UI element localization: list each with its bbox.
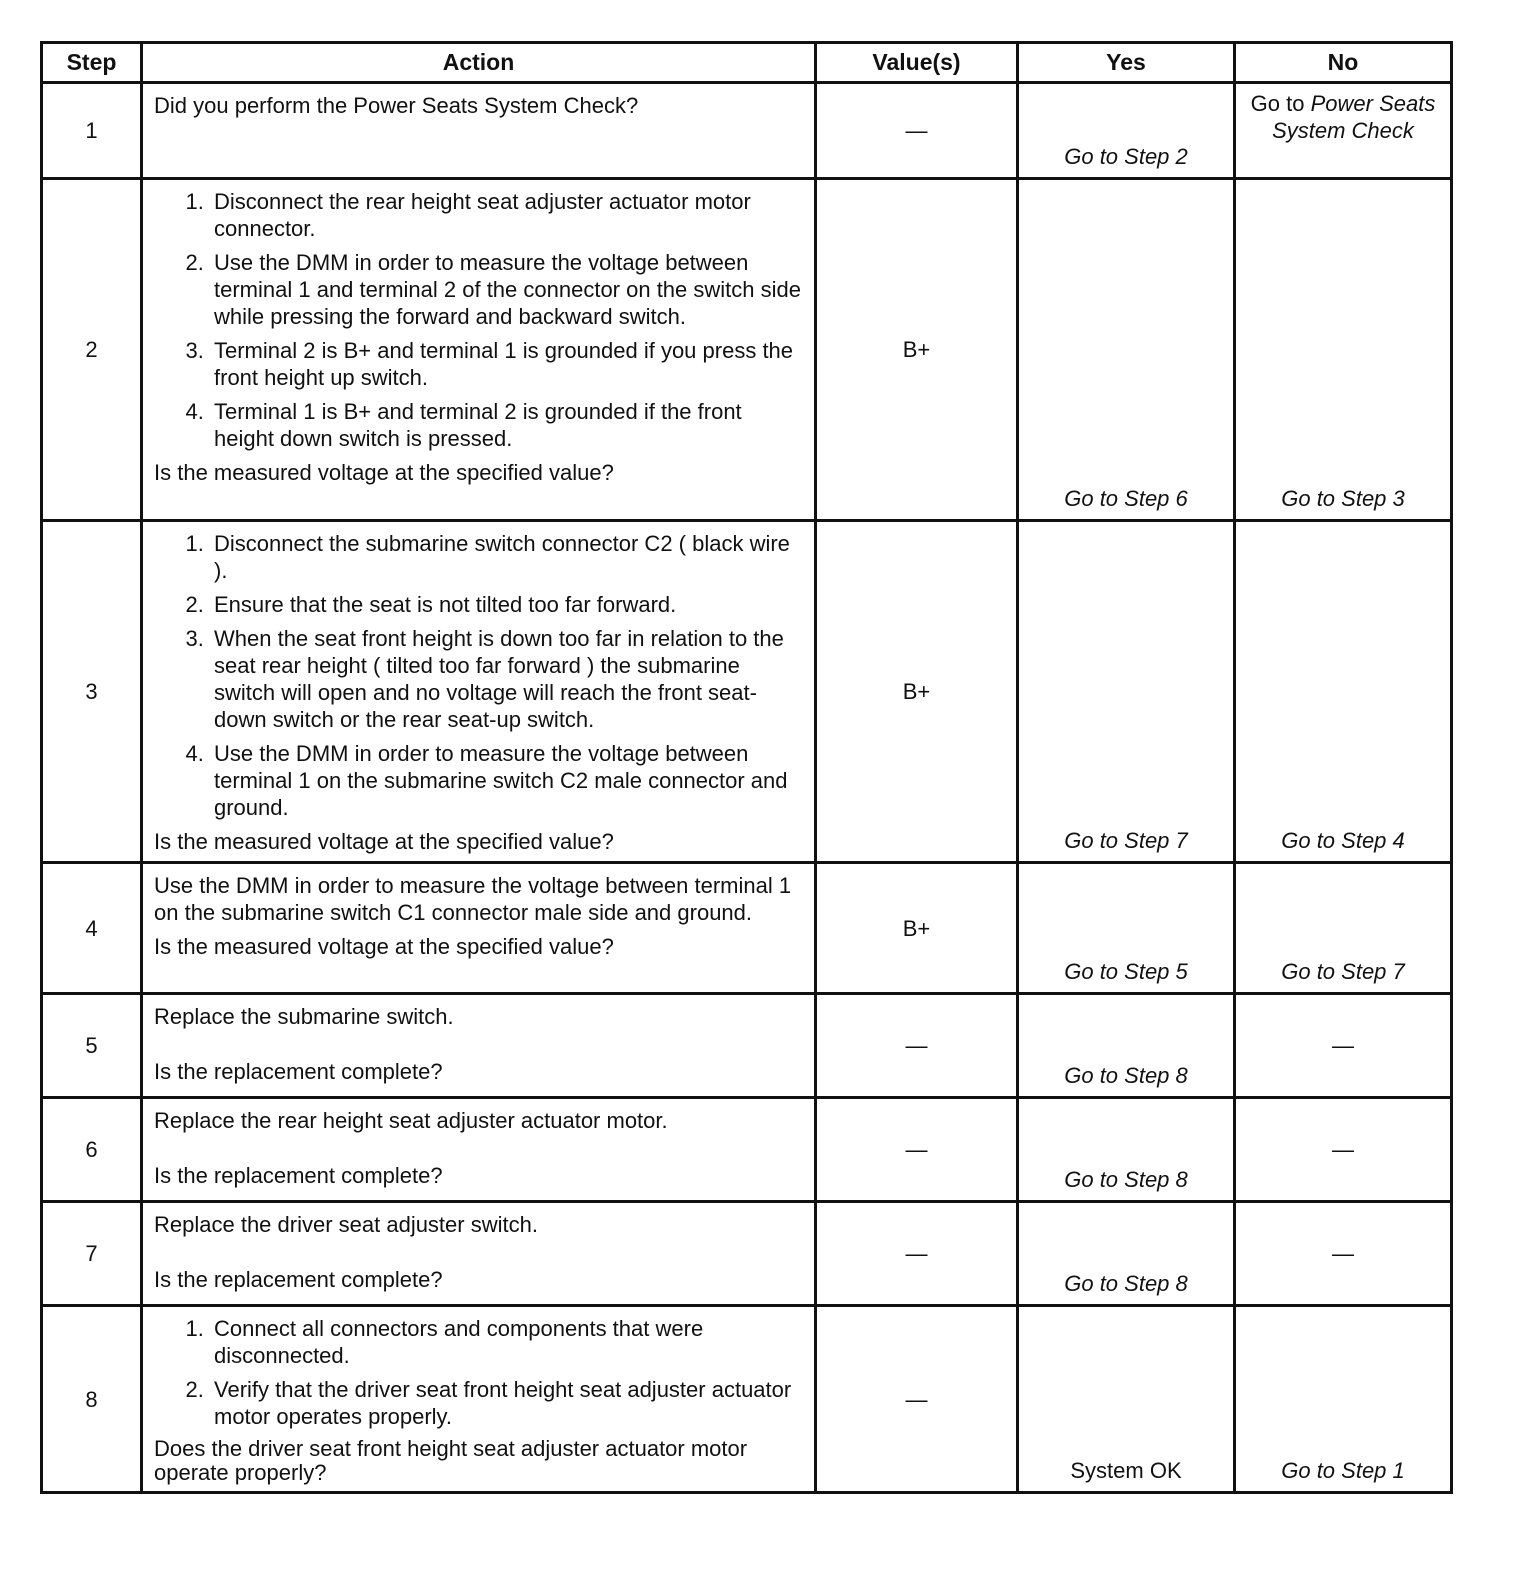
- step-number: 6: [42, 1098, 142, 1202]
- action-text: Replace the submarine switch.: [154, 1004, 454, 1029]
- action-question: Is the measured voltage at the specified value?: [154, 829, 614, 854]
- no-cell: Go to Step 1: [1235, 1306, 1452, 1493]
- action-cell: [142, 1306, 816, 1493]
- header-no: No: [1235, 43, 1452, 83]
- no-prefix: Go to: [1250, 91, 1311, 116]
- action-step: 3. Terminal 2 is B+ and terminal 1 is grounded if you press the front height up switch.: [210, 337, 804, 391]
- action-cell: [142, 1098, 816, 1202]
- step-number: 5: [42, 994, 142, 1098]
- header-row: [42, 43, 1452, 83]
- action-steps: [154, 1315, 804, 1430]
- table-row: [42, 521, 1452, 863]
- action-question: Is the measured voltage at the specified value?: [154, 934, 614, 959]
- table-row: [42, 1306, 1452, 1493]
- action-question: Is the measured voltage at the specified value?: [154, 460, 614, 485]
- step-number: 4: [42, 863, 142, 994]
- header-step: Step: [42, 43, 142, 83]
- yes-cell: Go to Step 8: [1018, 1098, 1235, 1202]
- action-text: Replace the driver seat adjuster switch.: [154, 1212, 538, 1237]
- action-question: Is the replacement complete?: [154, 1163, 443, 1188]
- value-cell: —: [816, 1202, 1018, 1306]
- header-values: Value(s): [816, 43, 1018, 83]
- value-cell: —: [816, 1098, 1018, 1202]
- table-row: [42, 994, 1452, 1098]
- action-step: 1. Disconnect the submarine switch connector C2 ( black wire ).: [210, 530, 804, 584]
- action-question: Does the driver seat front height seat adjuster actuator motor operate properly?: [154, 1436, 748, 1485]
- no-cell: Go to Step 4: [1235, 521, 1452, 863]
- header-action: Action: [142, 43, 816, 83]
- action-text: Did you perform the Power Seats System Check?: [154, 93, 639, 118]
- value-cell: —: [816, 1306, 1018, 1493]
- action-cell: [142, 994, 816, 1098]
- action-step: 3. When the seat front height is down too far in relation to the seat rear height ( tilted too far forward ) the submarine switch will open and no voltage will reach the front seat-down switch or the rear seat-up switch.: [210, 625, 804, 733]
- action-step: 1. Disconnect the rear height seat adjuster actuator motor connector.: [210, 188, 804, 242]
- action-step: 4. Use the DMM in order to measure the voltage between terminal 1 on the submarine switch C2 male connector and ground.: [210, 740, 804, 821]
- yes-cell: Go to Step 6: [1018, 179, 1235, 521]
- action-steps: [154, 530, 804, 821]
- no-link-text: Power Seats System Check: [1272, 91, 1436, 143]
- step-number: 3: [42, 521, 142, 863]
- action-cell: [142, 863, 816, 994]
- value-cell: B+: [816, 863, 1018, 994]
- action-step: 2. Use the DMM in order to measure the voltage between terminal 1 and terminal 2 of the connector on the switch side while pressing the forward and backward switch.: [210, 249, 804, 330]
- yes-cell: Go to Step 8: [1018, 994, 1235, 1098]
- value-cell: B+: [816, 179, 1018, 521]
- table-row: [42, 179, 1452, 521]
- table-row: [42, 83, 1452, 179]
- yes-cell: Go to Step 5: [1018, 863, 1235, 994]
- action-cell: [142, 521, 816, 863]
- value-cell: B+: [816, 521, 1018, 863]
- action-cell: [142, 83, 816, 179]
- no-cell: —: [1235, 994, 1452, 1098]
- value-cell: —: [816, 83, 1018, 179]
- no-cell: Go to Step 3: [1235, 179, 1452, 521]
- step-number: 8: [42, 1306, 142, 1493]
- table-row: [42, 1098, 1452, 1202]
- yes-cell: Go to Step 2: [1018, 83, 1235, 179]
- table-row: [42, 1202, 1452, 1306]
- no-cell: [1235, 83, 1452, 179]
- yes-cell: Go to Step 7: [1018, 521, 1235, 863]
- action-steps: [154, 188, 804, 452]
- action-question: Is the replacement complete?: [154, 1267, 443, 1292]
- action-step: 2. Ensure that the seat is not tilted too far forward.: [210, 591, 804, 618]
- no-cell: Go to Step 7: [1235, 863, 1452, 994]
- step-number: 7: [42, 1202, 142, 1306]
- no-cell: —: [1235, 1202, 1452, 1306]
- action-step: 1. Connect all connectors and components that were disconnected.: [210, 1315, 804, 1369]
- step-number: 1: [42, 83, 142, 179]
- step-number: 2: [42, 179, 142, 521]
- action-text: Replace the rear height seat adjuster actuator motor.: [154, 1108, 668, 1133]
- yes-cell: System OK: [1018, 1306, 1235, 1493]
- action-text: Use the DMM in order to measure the voltage between terminal 1 on the submarine switch C1 connector male side and ground.: [154, 873, 792, 925]
- table-row: [42, 863, 1452, 994]
- value-cell: —: [816, 994, 1018, 1098]
- action-step: 2. Verify that the driver seat front height seat adjuster actuator motor operates properly.: [210, 1376, 804, 1430]
- no-cell: —: [1235, 1098, 1452, 1202]
- action-step: 4. Terminal 1 is B+ and terminal 2 is grounded if the front height down switch is pressed.: [210, 398, 804, 452]
- header-yes: Yes: [1018, 43, 1235, 83]
- action-cell: [142, 179, 816, 521]
- action-question: Is the replacement complete?: [154, 1059, 443, 1084]
- action-cell: [142, 1202, 816, 1306]
- diagnostic-table: [40, 41, 1453, 1494]
- yes-cell: Go to Step 8: [1018, 1202, 1235, 1306]
